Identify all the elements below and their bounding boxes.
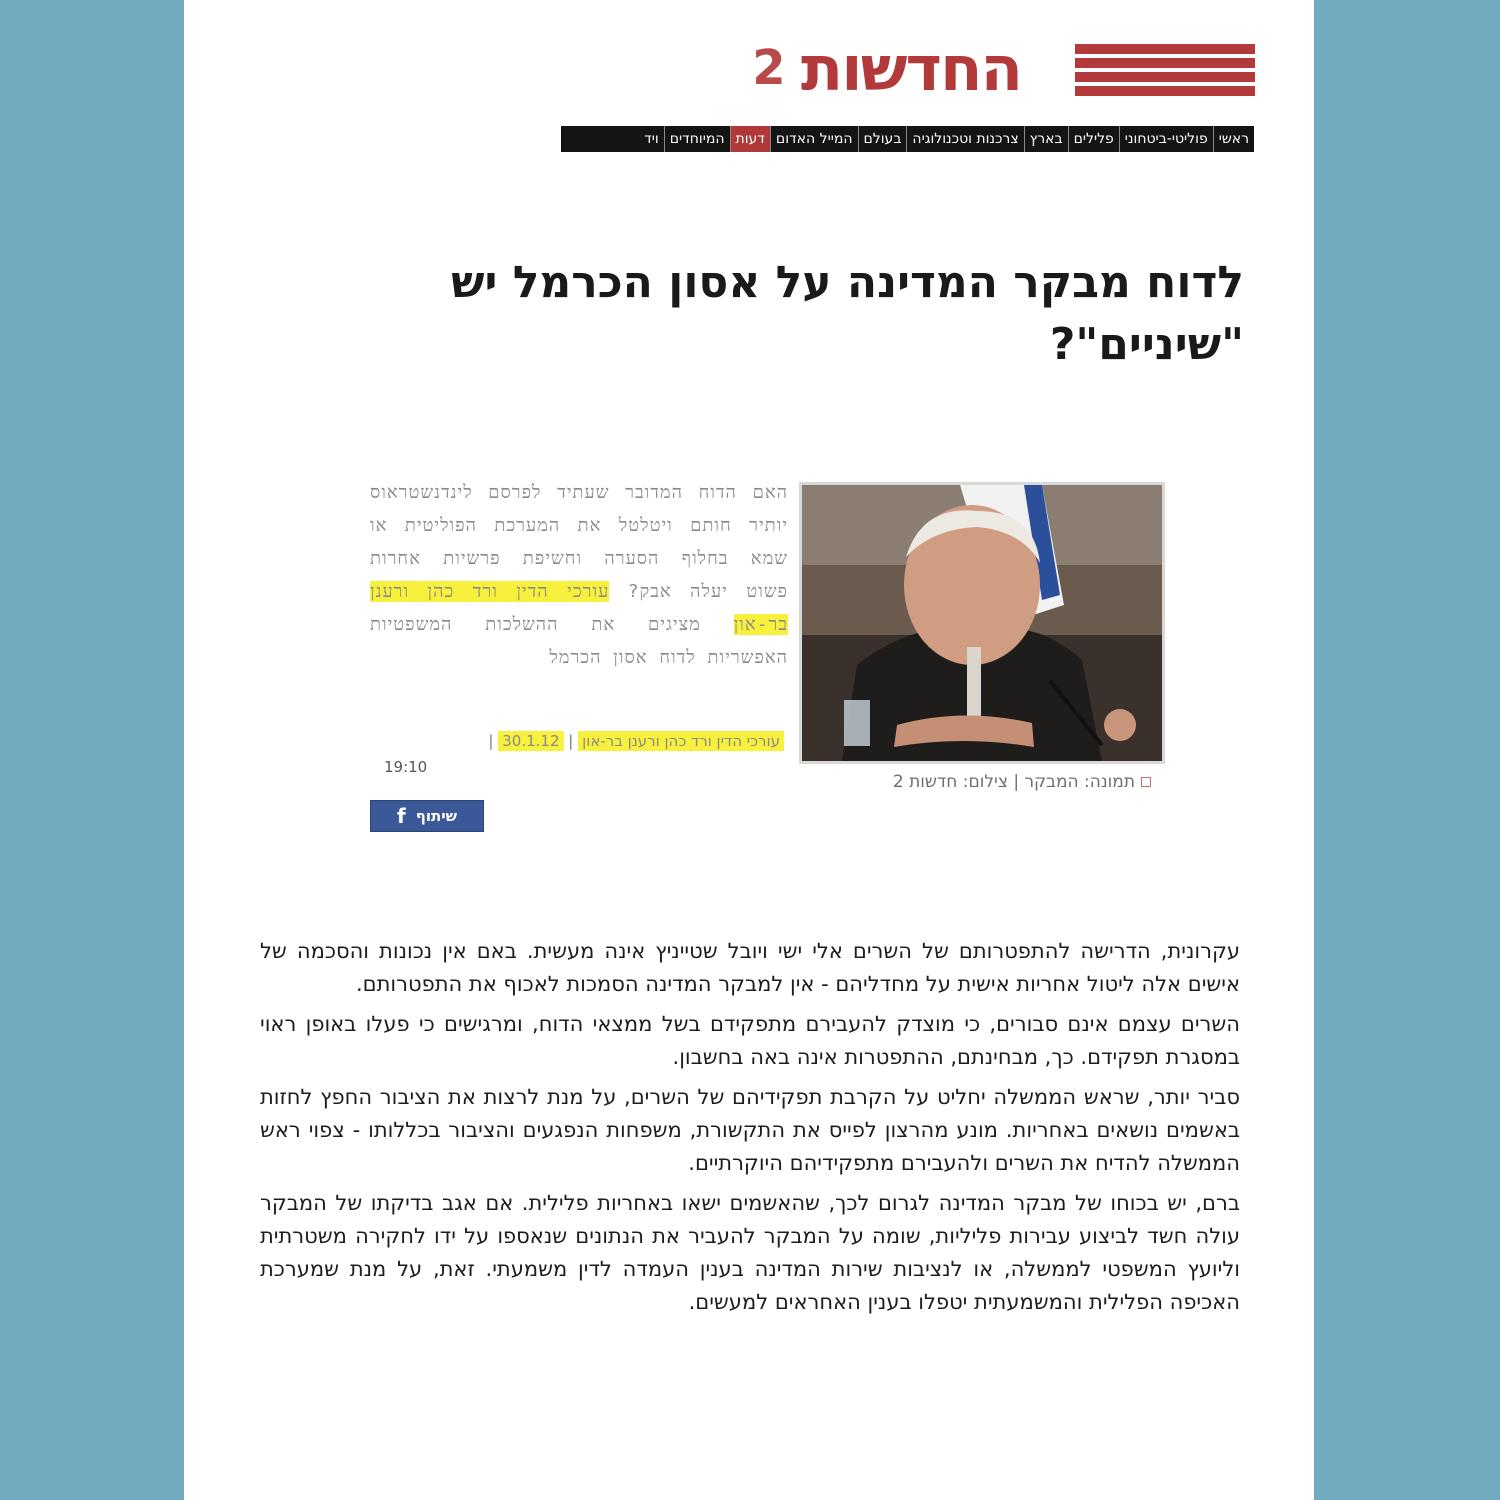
article-body [260,935,1240,1326]
byline-time: 19:10 [384,758,428,776]
nav-item[interactable]: ראשי [1213,126,1254,152]
nav-item[interactable]: המיוחדים [664,126,730,152]
article-photo[interactable] [799,482,1165,764]
lead-text: האם הדוח המדובר שעתיד לפרסם לינדנשטראוס יותיר חותם ויטלטל את המערכת הפוליטית או שמא בחלוף הסערה וחשיפת פרשיות אחרות פשוט יעלה אבק? [370,482,788,602]
lead-authors-highlight: עורכי הדין ורד כהן ורענן בר-און [370,581,788,635]
main-nav [561,126,1254,152]
body-paragraph: השרים עצמם אינם סבורים, כי מוצדק להעבירם מתפקידם בשל ממצאי הדוח, ומרגישים כי פעלו באופן ראוי במסגרת תפקידם. כך, מבחינתם, ההתפטרות אינה באה בחשבון. [260,1012,1240,1069]
article-byline [428,729,784,753]
nav-item[interactable]: דעות [730,126,770,152]
byline-separator-end: | [488,732,494,750]
article-headline: לדוח מבקר המדינה על אסון הכרמל יש "שיניים"? [451,257,1244,370]
portrait-image [802,485,1162,761]
body-paragraph: עקרונית, הדרישה להתפטרותם של השרים אלי ישי ויובל שטייניץ אינה מעשית. באם אין נכונות והסכמה של אישים אלה ליטול אחריות אישית על מחדליהם - אין למבקר המדינה הסמכות לאכוף את התפטרותם. [260,939,1240,996]
share-label: שיתוף [415,807,458,825]
lead-text-end: מציגים את ההשלכות המשפטיות האפשריות לדוח אסון הכרמל [370,614,788,668]
photo-caption-icon [1141,777,1151,787]
byline-date: 30.1.12 [498,731,563,751]
article-page [184,0,1314,1500]
article-lead [370,476,788,674]
logo-stripes-icon [1075,44,1255,96]
facebook-icon: f [397,804,406,828]
nav-item[interactable]: פלילים [1068,126,1119,152]
nav-item[interactable]: בארץ [1024,126,1068,152]
site-logo[interactable] [749,32,1257,105]
nav-item[interactable]: המייל האדום [770,126,858,152]
photo-caption [799,772,1151,792]
body-paragraph: ברם, יש בכוחו של מבקר המדינה לגרום לכך, שהאשמים ישאו באחריות פלילית. אם אגב בדיקתו של המבקר עולה חשד לביצוע עבירות פליליות, שומה על המבקר להעביר את הנתונים שנאספו על ידו לחקירה משטרתית וליועץ המשפטי לממשלה, או לנציבות שירות המדינה בענין העמדה לדין משמעתי. זאת, על מנת שמערכת האכיפה הפלילית והמשמעתית יטפלו בענין האחראים למעשים. [260,1191,1240,1314]
logo-number: 2 [752,40,786,96]
logo-text: החדשות [800,32,1022,105]
nav-item[interactable]: צרכנות וטכנולוגיה [906,126,1023,152]
photo-caption-text: תמונה: המבקר | צילום: חדשות 2 [892,772,1135,792]
byline-separator: | [568,732,574,750]
body-paragraph: סביר יותר, שראש הממשלה יחליט על הקרבת תפקידיהם של השרים, על מנת לרצות את הציבור החפץ לחזות באשמים נושאים באחריות. מונע מהרצון לפייס את התקשורת, משפחות הנפגעים והציבור בכללותו - צפוי ראש הממשלה להדיח את השרים ולהעבירם מתפקידיהם היוקרתיים. [260,1085,1240,1175]
facebook-share-button[interactable] [370,800,484,832]
nav-item[interactable]: פוליטי-ביטחוני [1119,126,1213,152]
nav-item[interactable]: בעולם [858,126,907,152]
byline-authors[interactable]: עורכי הדין ורד כהן ורענן בר-און [578,731,784,751]
nav-item[interactable]: ויד [644,131,659,147]
